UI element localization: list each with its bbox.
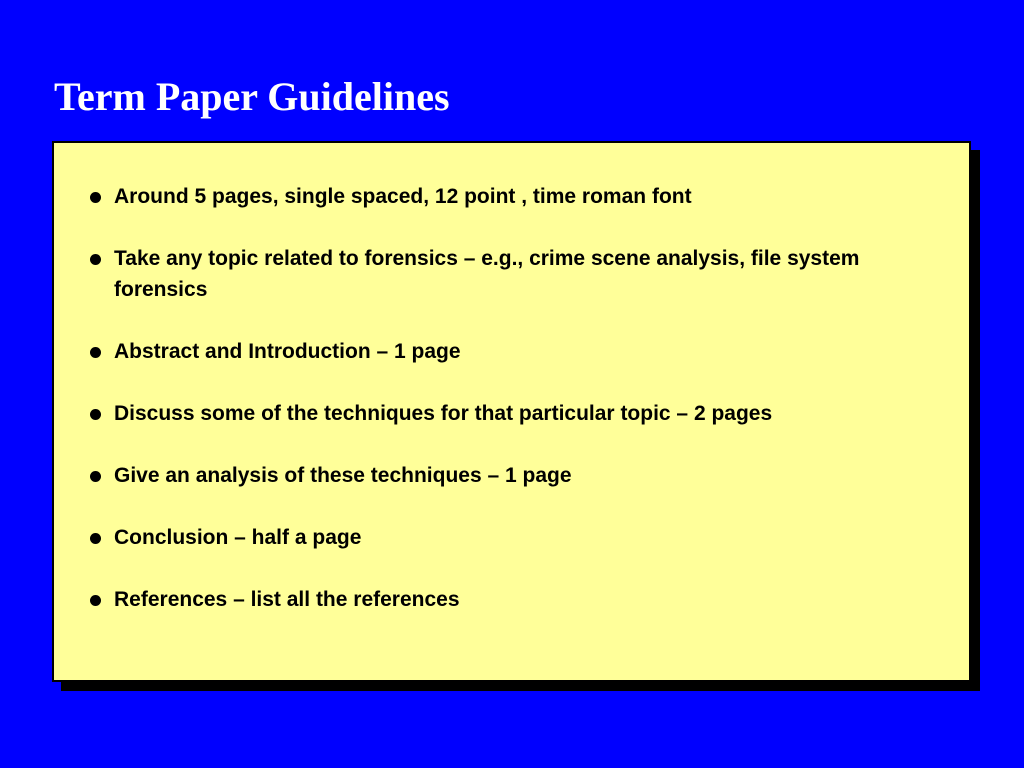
bullet-icon: [90, 192, 101, 203]
bullet-text: Around 5 pages, single spaced, 12 point , time roman font: [114, 185, 692, 208]
bullet-icon: [90, 254, 101, 265]
content-panel: [52, 141, 971, 682]
bullet-text: Abstract and Introduction – 1 page: [114, 340, 461, 363]
slide-title: Term Paper Guidelines: [54, 74, 450, 119]
bullet-item: [54, 336, 969, 367]
bullet-item: [54, 243, 969, 305]
bullet-text: References – list all the references: [114, 588, 460, 611]
bullet-text: Give an analysis of these techniques – 1 page: [114, 464, 572, 487]
bullet-item: [54, 584, 969, 615]
bullet-text: Take any topic related to forensics – e.g., crime scene analysis, file system forensics: [114, 247, 860, 301]
bullet-icon: [90, 347, 101, 358]
bullet-icon: [90, 471, 101, 482]
bullet-item: [54, 460, 969, 491]
bullet-icon: [90, 533, 101, 544]
bullet-item: [54, 398, 969, 429]
bullet-list: [54, 181, 969, 646]
bullet-item: [54, 181, 969, 212]
bullet-item: [54, 522, 969, 553]
bullet-text: Conclusion – half a page: [114, 526, 362, 549]
bullet-icon: [90, 595, 101, 606]
bullet-icon: [90, 409, 101, 420]
bullet-text: Discuss some of the techniques for that particular topic – 2 pages: [114, 402, 773, 425]
